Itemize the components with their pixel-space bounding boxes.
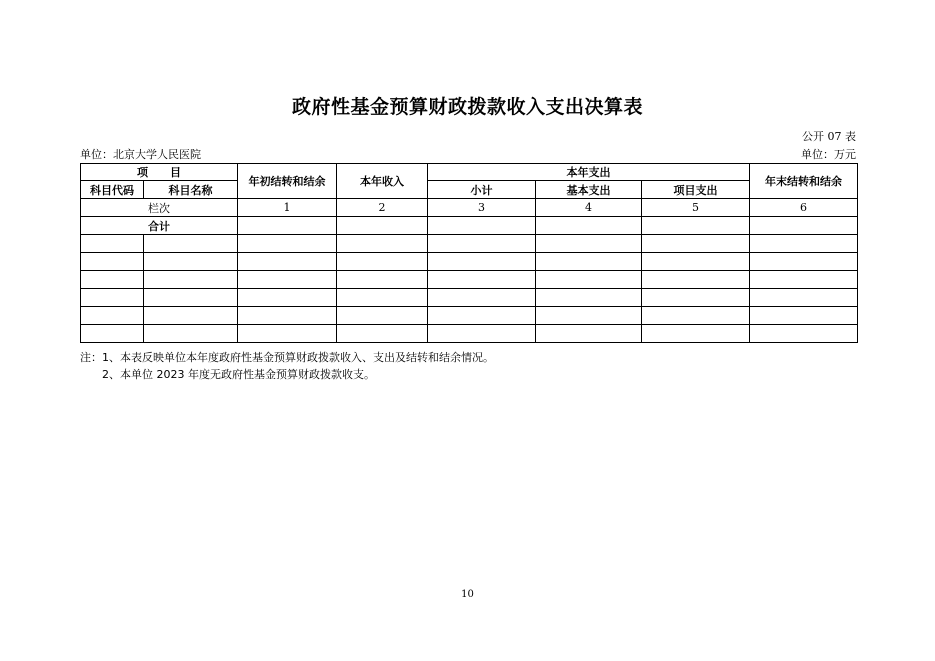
footnotes — [80, 349, 494, 383]
page-number: 10 — [461, 589, 474, 600]
header-subject-name: 科目名称 — [144, 181, 238, 199]
column-number: 6 — [750, 199, 858, 217]
header-row-1 — [81, 164, 858, 181]
budget-table — [80, 163, 858, 343]
table-row — [81, 325, 858, 343]
currency-unit: 单位：万元 — [801, 148, 856, 161]
footnote-2: 2、本单位 2023 年度无政府性基金预算财政拨款收支。 — [102, 368, 375, 381]
header-project-expense: 项目支出 — [642, 181, 750, 199]
table-row — [81, 307, 858, 325]
page-title: 政府性基金预算财政拨款收入支出决算表 — [291, 96, 643, 118]
footnote-1: 注：1、本表反映单位本年度政府性基金预算财政拨款收入、支出及结转和结余情况。 — [80, 351, 494, 364]
table-cell — [642, 217, 750, 235]
column-number: 3 — [428, 199, 536, 217]
table-cell — [750, 217, 858, 235]
column-number: 5 — [642, 199, 750, 217]
column-number: 4 — [536, 199, 642, 217]
row-label-total: 合计 — [81, 217, 238, 235]
header-row-2 — [81, 181, 858, 199]
total-row — [81, 217, 858, 235]
table-cell — [536, 217, 642, 235]
column-number: 1 — [238, 199, 337, 217]
header-income: 本年收入 — [337, 164, 428, 199]
header-begin-balance: 年初结转和结余 — [238, 164, 337, 199]
header-end-balance: 年末结转和结余 — [750, 164, 858, 199]
table-cell — [238, 217, 337, 235]
header-expense: 本年支出 — [428, 164, 750, 181]
header-subject-code: 科目代码 — [81, 181, 144, 199]
header-basic-expense: 基本支出 — [536, 181, 642, 199]
row-label-lanci: 栏次 — [81, 199, 238, 217]
header-project: 项 目 — [81, 164, 238, 181]
table-cell — [428, 217, 536, 235]
table-cell — [337, 217, 428, 235]
table-row — [81, 289, 858, 307]
column-number: 2 — [337, 199, 428, 217]
table-row — [81, 253, 858, 271]
table-row — [81, 271, 858, 289]
form-number: 公开 07 表 — [802, 130, 856, 143]
column-number-row — [81, 199, 858, 217]
header-subtotal: 小计 — [428, 181, 536, 199]
table-row — [81, 235, 858, 253]
reporting-unit: 单位：北京大学人民医院 — [80, 148, 201, 161]
